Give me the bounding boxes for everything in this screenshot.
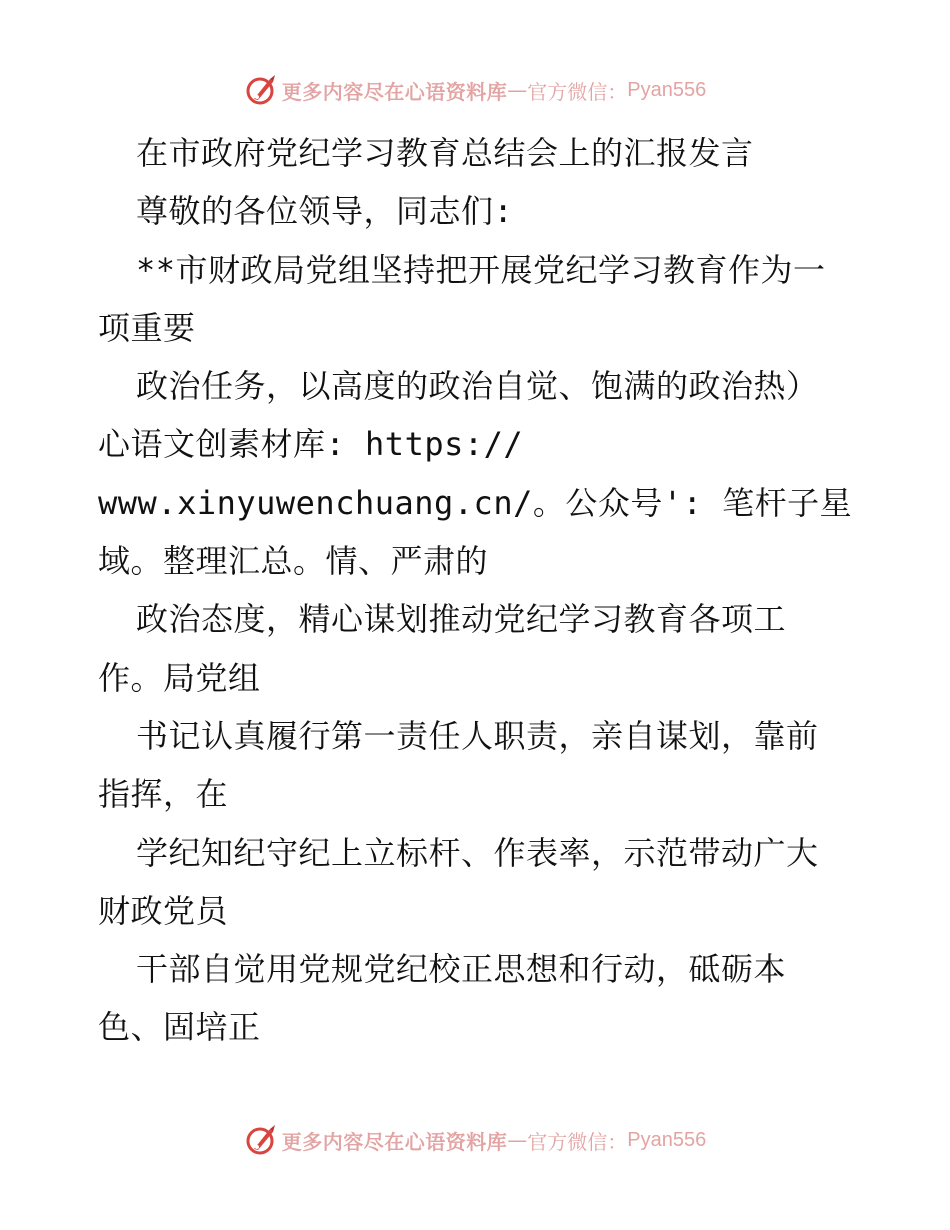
paragraph-line: 色、固培正 [98,1008,261,1047]
wechat-label: 官方微信： [527,79,628,104]
paragraph-line: 域。整理汇总。情、严肃的 [98,542,489,581]
paragraph-line: 项重要 [98,308,196,347]
paragraph-line: 书记认真履行第一责任人职责，亲自谋划，靠前 [136,716,819,755]
paragraph-line: 干部自觉用党规党纪校正思想和行动，砥砺本 [136,950,787,989]
wechat-id: Pyan556 [627,78,707,101]
banner-text: 更多内容尽在心语资料库 [281,1129,508,1154]
document-body [98,124,868,1057]
paragraph-line: 政治任务，以高度的政治自觉、饱满的政治热） [136,367,819,406]
banner-separator: — [507,1128,528,1152]
paragraph-line: 作。局党组 [98,658,261,697]
banner-text: 更多内容尽在心语资料库 [281,79,508,104]
salutation: 尊敬的各位领导，同志们: [136,192,514,231]
paragraph-line: **市财政局党组坚持把开展党纪学习教育作为一 [136,250,826,289]
paragraph-line: 指挥，在 [98,775,229,814]
banner-separator: — [507,78,528,102]
wechat-label: 官方微信： [527,1129,628,1154]
paragraph-line: 学纪知纪守纪上立标杆、作表率，示范带动广大 [136,833,819,872]
paragraph-line: 政治态度，精心谋划推动党纪学习教育各项工 [136,600,787,639]
document-title: 在市政府党纪学习教育总结会上的汇报发言 [136,134,754,172]
quill-pen-logo-icon [244,1123,278,1157]
quill-pen-logo-icon [244,73,278,107]
wechat-id: Pyan556 [627,1128,707,1151]
paragraph-line: 财政党员 [98,891,229,930]
header-banner [0,73,950,107]
paragraph-line: www.xinyuwenchuang.cn/。公众号': 笔杆子星 [98,483,853,522]
paragraph-line: 心语文创素材库: https:// [98,425,524,464]
footer-banner [0,1123,950,1157]
